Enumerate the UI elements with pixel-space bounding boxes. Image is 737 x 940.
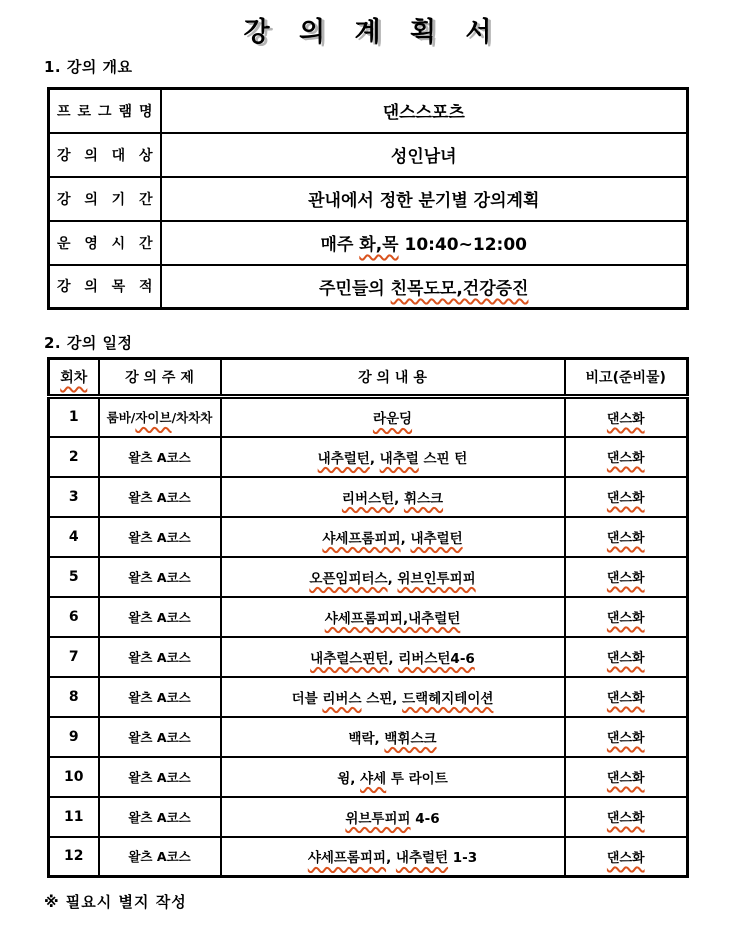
text-segment: , bbox=[388, 650, 399, 667]
text-segment: 스핀 턴 bbox=[418, 450, 468, 467]
misspelled-text: 내추럴턴 bbox=[395, 850, 449, 867]
session-number-cell: 12 bbox=[49, 837, 99, 877]
topic-cell bbox=[99, 837, 221, 877]
schedule-table bbox=[47, 357, 689, 878]
misspelled-text: 리버스턴4-6 bbox=[398, 650, 475, 667]
misspelled-text: 댄스화 bbox=[606, 731, 645, 746]
misspelled-text: 댄스화 bbox=[606, 531, 645, 546]
content-cell bbox=[221, 717, 565, 757]
content-cell bbox=[221, 517, 565, 557]
session-number-cell: 8 bbox=[49, 677, 99, 717]
schedule-row bbox=[49, 757, 688, 797]
note-cell bbox=[565, 557, 688, 597]
misspelled-text: 자이브 bbox=[135, 410, 172, 426]
content-cell bbox=[221, 597, 565, 637]
note-cell bbox=[565, 437, 688, 477]
note-cell bbox=[565, 637, 688, 677]
footnote: ※ 필요시 별지 작성 bbox=[44, 893, 187, 911]
session-number-cell: 11 bbox=[49, 797, 99, 837]
topic-cell bbox=[99, 597, 221, 637]
topic-cell bbox=[99, 677, 221, 717]
text-segment: 백락, bbox=[348, 730, 385, 747]
session-number-cell: 5 bbox=[49, 557, 99, 597]
overview-table bbox=[47, 87, 689, 310]
overview-label-cell: 운 영 시 간 bbox=[49, 221, 161, 265]
text-segment: 왈츠 A코스 bbox=[128, 569, 191, 585]
overview-label-cell: 강 의 대 상 bbox=[49, 133, 161, 177]
content-cell bbox=[221, 797, 565, 837]
misspelled-text: 댄스화 bbox=[606, 850, 645, 866]
text-segment: /차차차 bbox=[171, 410, 213, 426]
session-number-cell: 3 bbox=[49, 477, 99, 517]
misspelled-text: 위브투피피 bbox=[345, 810, 411, 827]
misspelled-text: 댄스화 bbox=[606, 611, 645, 626]
misspelled-text: 댄스화 bbox=[606, 571, 645, 586]
session-number-cell: 10 bbox=[49, 757, 99, 797]
misspelled-text: 오픈임피터스 bbox=[309, 570, 388, 587]
text-segment: 댄스스포츠 bbox=[382, 103, 465, 124]
text-segment: 관내에서 정한 분기별 강의계획 bbox=[308, 191, 540, 211]
text-segment: 주민들의 bbox=[319, 278, 391, 299]
schedule-header-row bbox=[49, 359, 688, 397]
text-segment: 왈츠 A코스 bbox=[128, 809, 191, 825]
content-cell bbox=[221, 837, 565, 877]
session-number-cell: 4 bbox=[49, 517, 99, 557]
note-cell bbox=[565, 477, 688, 517]
text-segment: , bbox=[394, 490, 404, 507]
text-segment: , bbox=[387, 570, 398, 587]
text-segment: 왈츠 A코스 bbox=[128, 649, 191, 665]
schedule-row bbox=[49, 517, 688, 557]
schedule-row bbox=[49, 717, 688, 757]
content-cell bbox=[221, 557, 565, 597]
text-segment: 왈츠 A코스 bbox=[128, 689, 191, 705]
note-cell bbox=[565, 717, 688, 757]
text-segment: 왈츠 A코스 bbox=[128, 769, 191, 785]
text-segment: 왈츠 A코스 bbox=[128, 449, 191, 465]
overview-value-cell bbox=[161, 89, 688, 133]
overview-row bbox=[49, 133, 688, 177]
text-segment: 룸바/ bbox=[106, 410, 136, 426]
session-number-cell: 9 bbox=[49, 717, 99, 757]
schedule-row bbox=[49, 397, 688, 437]
topic-cell bbox=[99, 397, 221, 437]
session-number-cell: 1 bbox=[49, 397, 99, 437]
misspelled-text: 드랙헤지테이션 bbox=[402, 690, 494, 707]
text-segment: 왈츠 A코스 bbox=[128, 489, 191, 505]
note-cell bbox=[565, 677, 688, 717]
misspelled-text: 위브인투피피 bbox=[397, 570, 476, 587]
text-segment: , bbox=[386, 850, 396, 867]
misspelled-text: 댄스화 bbox=[606, 691, 645, 706]
overview-value-cell bbox=[161, 133, 688, 177]
text-segment: 강 의 주 제 bbox=[125, 370, 194, 386]
text-segment: 왈츠 A코스 bbox=[128, 849, 191, 865]
note-cell bbox=[565, 517, 688, 557]
content-column-header bbox=[221, 359, 565, 397]
misspelled-text: 내추럴턴 bbox=[317, 450, 370, 467]
session-number-cell: 6 bbox=[49, 597, 99, 637]
content-cell bbox=[221, 397, 565, 437]
misspelled-text: 내추럴턴 bbox=[410, 530, 463, 547]
schedule-table-head bbox=[49, 359, 688, 397]
session-number-cell: 7 bbox=[49, 637, 99, 677]
topic-cell bbox=[99, 477, 221, 517]
overview-row bbox=[49, 265, 688, 309]
session-column-header bbox=[49, 359, 99, 397]
text-segment: 4-6 bbox=[410, 810, 440, 827]
misspelled-text: 회차 bbox=[60, 370, 88, 386]
misspelled-text: 샤세프롬피피 bbox=[307, 850, 387, 867]
misspelled-text: 댄스화 bbox=[606, 651, 645, 666]
session-number-cell: 2 bbox=[49, 437, 99, 477]
topic-cell bbox=[99, 717, 221, 757]
schedule-row bbox=[49, 477, 688, 517]
overview-label-cell: 강 의 목 적 bbox=[49, 265, 161, 309]
text-segment: 왈츠 A코스 bbox=[128, 729, 191, 745]
overview-value-cell bbox=[161, 221, 688, 265]
topic-cell bbox=[99, 557, 221, 597]
misspelled-text: 리버스턴 bbox=[341, 490, 395, 507]
overview-value-cell bbox=[161, 265, 688, 309]
section-2-heading: 2. 강의 일정 bbox=[44, 334, 133, 352]
misspelled-text: 친목도모,건강증진 bbox=[390, 278, 529, 299]
topic-cell bbox=[99, 517, 221, 557]
text-segment: 1-3 bbox=[448, 850, 478, 867]
misspelled-text: 댄스화 bbox=[606, 411, 645, 427]
schedule-row bbox=[49, 637, 688, 677]
misspelled-text: 백휘스크 bbox=[384, 730, 437, 747]
text-segment: 윙, bbox=[337, 770, 361, 787]
misspelled-text: 샤세프롬피피 bbox=[322, 530, 401, 547]
content-cell bbox=[221, 677, 565, 717]
content-cell bbox=[221, 637, 565, 677]
document-title: 강 의 계 획 서 bbox=[243, 17, 494, 48]
topic-cell bbox=[99, 757, 221, 797]
schedule-row bbox=[49, 597, 688, 637]
topic-cell bbox=[99, 797, 221, 837]
note-cell bbox=[565, 397, 688, 437]
text-segment: 10:40~12:00 bbox=[398, 235, 527, 255]
misspelled-text: 내추럴스핀턴 bbox=[310, 650, 389, 667]
content-cell bbox=[221, 757, 565, 797]
overview-table-body bbox=[49, 89, 688, 309]
overview-row bbox=[49, 221, 688, 265]
topic-column-header bbox=[99, 359, 221, 397]
misspelled-text: 댄스화 bbox=[606, 811, 645, 826]
section-1-heading: 1. 강의 개요 bbox=[44, 58, 133, 76]
misspelled-text: 리버스 bbox=[322, 690, 362, 707]
content-cell bbox=[221, 477, 565, 517]
misspelled-text: 라운딩 bbox=[372, 411, 413, 428]
note-cell bbox=[565, 797, 688, 837]
overview-row bbox=[49, 177, 688, 221]
note-cell bbox=[565, 837, 688, 877]
misspelled-text: 댄스화 bbox=[606, 451, 645, 466]
text-segment: 왈츠 A코스 bbox=[128, 529, 191, 545]
overview-label-cell: 프 로 그 램 명 bbox=[49, 89, 161, 133]
topic-cell bbox=[99, 437, 221, 477]
text-segment: , bbox=[369, 450, 380, 467]
text-segment: 스핀, bbox=[361, 690, 403, 707]
text-segment: 비고(준비물) bbox=[585, 370, 666, 386]
text-segment: 더블 bbox=[291, 690, 323, 707]
topic-cell bbox=[99, 637, 221, 677]
misspelled-text: 댄스화 bbox=[606, 491, 645, 506]
misspelled-text: 휘스크 bbox=[403, 490, 444, 507]
schedule-row bbox=[49, 437, 688, 477]
content-cell bbox=[221, 437, 565, 477]
misspelled-text: 화,목 bbox=[359, 235, 399, 255]
overview-value-cell bbox=[161, 177, 688, 221]
schedule-row bbox=[49, 677, 688, 717]
schedule-row bbox=[49, 797, 688, 837]
schedule-table-body bbox=[49, 397, 688, 877]
schedule-row bbox=[49, 557, 688, 597]
text-segment: 투 라이트 bbox=[386, 770, 448, 787]
overview-label-cell: 강 의 기 간 bbox=[49, 177, 161, 221]
text-segment: 왈츠 A코스 bbox=[128, 609, 191, 625]
text-segment: 강 의 내 용 bbox=[358, 370, 427, 386]
text-segment: 매주 bbox=[320, 235, 360, 255]
misspelled-text: 샤세 bbox=[360, 770, 387, 787]
schedule-row bbox=[49, 837, 688, 877]
text-segment: , bbox=[400, 530, 411, 547]
misspelled-text: 내추럴 bbox=[379, 450, 419, 467]
overview-row bbox=[49, 89, 688, 133]
misspelled-text: 샤세프롬피피,내추럴턴 bbox=[324, 610, 461, 627]
misspelled-text: 댄스화 bbox=[606, 771, 645, 786]
note-cell bbox=[565, 597, 688, 637]
note-column-header bbox=[565, 359, 688, 397]
note-cell bbox=[565, 757, 688, 797]
text-segment: 성인남녀 bbox=[390, 147, 457, 167]
